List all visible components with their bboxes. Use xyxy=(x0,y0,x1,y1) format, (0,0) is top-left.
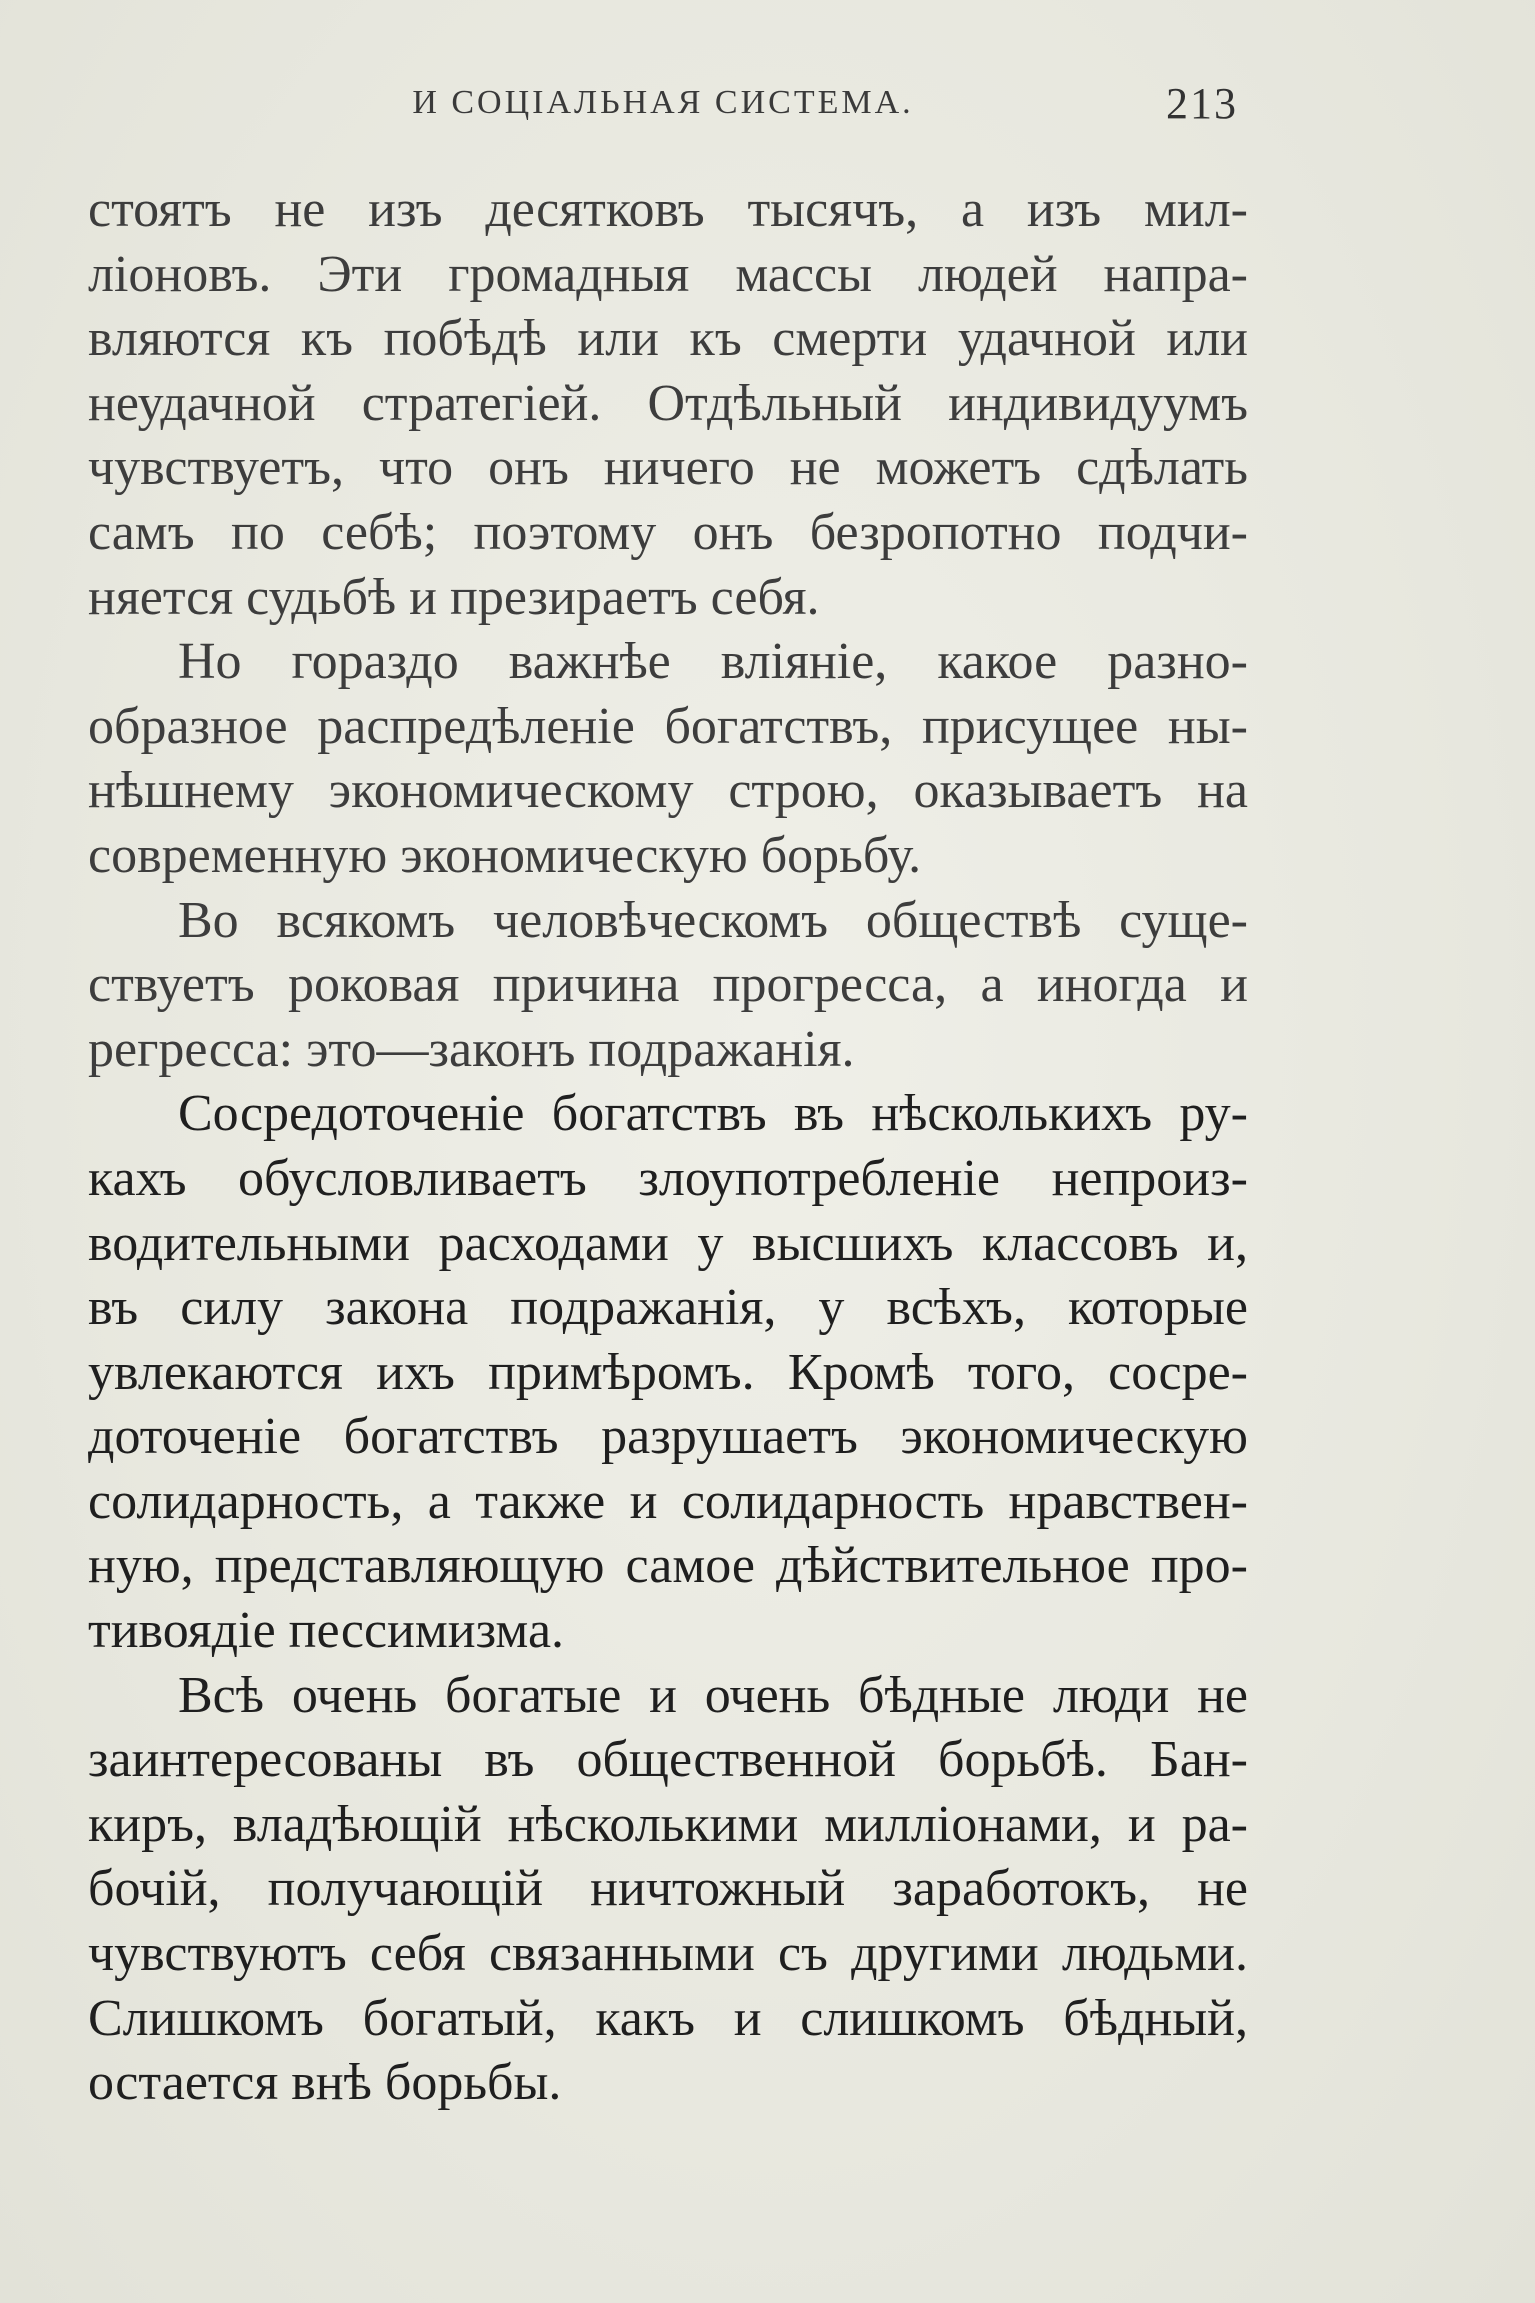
text-line: няется судьбѣ и презираетъ себя. xyxy=(88,568,820,626)
text-line: остается внѣ борьбы. xyxy=(88,2054,562,2112)
text-line: въ силу закона подражанія, у всѣхъ, которые xyxy=(88,1279,1248,1337)
body-text xyxy=(88,178,1248,2116)
paragraph-1 xyxy=(88,178,1248,630)
text-line: тивоядіе пессимизма. xyxy=(88,1602,565,1660)
text-line: регресса: это—законъ подражанія. xyxy=(88,1020,855,1078)
text-line: неудачной стратегіей. Отдѣльный индивидуумъ xyxy=(88,374,1248,432)
text-line: заинтересованы въ общественной борьбѣ. Бан- xyxy=(88,1731,1248,1789)
text-line: Во всякомъ человѣческомъ обществѣ суще- xyxy=(178,891,1248,949)
text-line: киръ, владѣющій нѣсколькими милліонами, и ра- xyxy=(88,1795,1248,1853)
paragraph-2 xyxy=(88,630,1248,888)
text-line: солидарность, а также и солидарность нравствен- xyxy=(88,1472,1248,1530)
paragraph-5 xyxy=(88,1664,1248,2116)
text-line: стоятъ не изъ десятковъ тысячъ, а изъ мил- xyxy=(88,181,1248,238)
text-line: Слишкомъ богатый, какъ и слишкомъ бѣдный, xyxy=(88,1989,1248,2047)
text-line: ную, представляющую самое дѣйствительное про- xyxy=(88,1537,1248,1595)
paragraph-3 xyxy=(88,889,1248,1083)
text-line: кахъ обусловливаетъ злоупотребленіе непроиз- xyxy=(88,1149,1248,1207)
text-line: увлекаются ихъ примѣромъ. Кромѣ того, сосре- xyxy=(88,1343,1248,1401)
text-line: Сосредоточеніе богатствъ въ нѣсколькихъ ру- xyxy=(178,1085,1248,1143)
text-line: ствуетъ роковая причина прогресса, а иногда и xyxy=(88,956,1248,1014)
text-line: самъ по себѣ; поэтому онъ безропотно подчи- xyxy=(88,503,1248,561)
text-line: Но гораздо важнѣе вліяніе, какое разно- xyxy=(178,633,1248,691)
text-line: чувствуетъ, что онъ ничего не можетъ сдѣлать xyxy=(88,439,1248,497)
text-line: вляются къ побѣдѣ или къ смерти удачной или xyxy=(88,310,1248,368)
running-title: И СОЦІАЛЬНАЯ СИСТЕМА. xyxy=(412,84,914,121)
text-line: ліоновъ. Эти громадныя массы людей напра- xyxy=(88,245,1248,303)
text-line: нѣшнему экономическому строю, оказываетъ на xyxy=(88,762,1248,820)
text-line: Всѣ очень богатые и очень бѣдные люди не xyxy=(178,1666,1248,1724)
text-line: современную экономическую борьбу. xyxy=(88,826,922,884)
text-line: бочій, получающій ничтожный заработокъ, не xyxy=(88,1860,1248,1918)
text-line: доточеніе богатствъ разрушаетъ экономическую xyxy=(88,1408,1248,1466)
text-line: водительными расходами у высшихъ классовъ и, xyxy=(88,1214,1248,1272)
paragraph-4 xyxy=(88,1082,1248,1663)
text-line: чувствуютъ себя связанными съ другими людьми. xyxy=(88,1925,1248,1983)
page-header xyxy=(88,78,1238,138)
page-number: 213 xyxy=(1166,79,1238,128)
text-line: образное распредѣленіе богатствъ, присущее ны- xyxy=(88,697,1248,755)
